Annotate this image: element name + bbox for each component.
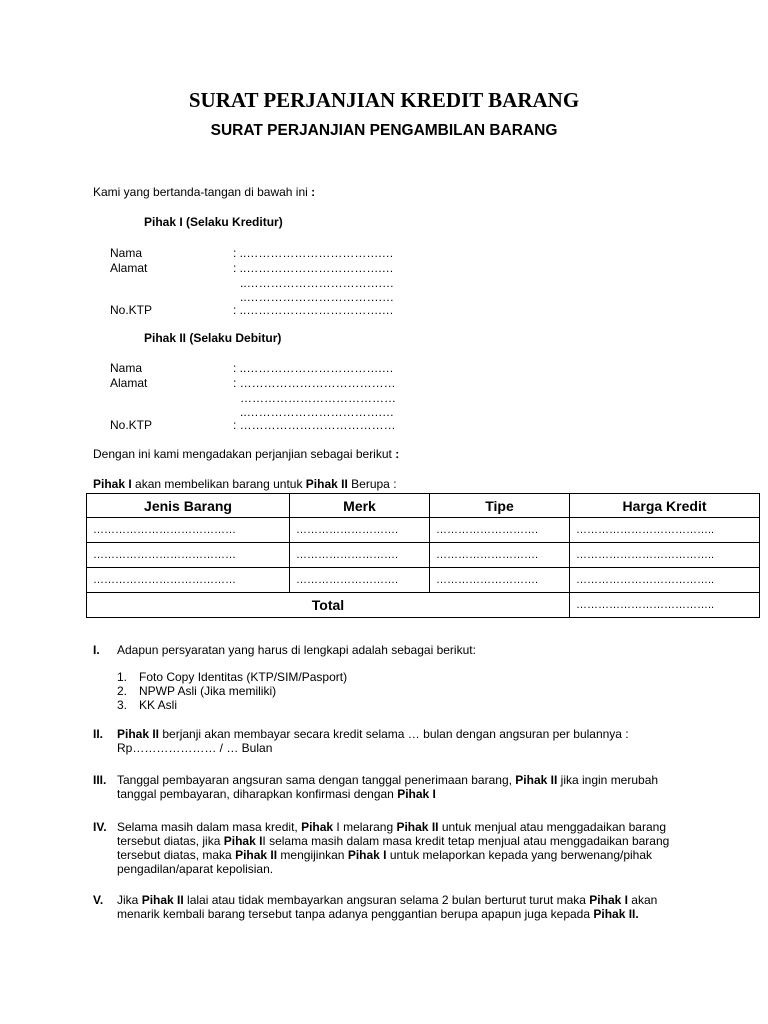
header-tipe: Tipe [430, 494, 570, 518]
header-harga-kredit: Harga Kredit [570, 494, 760, 518]
cell-jenis: ………………………………… [87, 568, 290, 593]
clause-4-pihak-d: Pihak II [235, 848, 278, 862]
requirement-number: 3. [117, 698, 128, 712]
purchase-pihak2: Pihak II [305, 477, 348, 491]
clause-1-text: Adapun persyaratan yang harus di lengkapi adalah sebagai berikut: [117, 643, 476, 657]
purchase-pihak1: Pihak I [93, 477, 132, 491]
clause-5 [93, 893, 693, 939]
table-row [87, 543, 760, 568]
pihak1-alamat-cont-1: ..…………………………….… [240, 276, 395, 290]
requirement-text: KK Asli [139, 698, 178, 712]
requirement-number: 2. [117, 684, 128, 698]
clause-4-part-6: untuk melaporkan kepada yang berwenang/pihak pengadilan/aparat kepolisian. [117, 848, 653, 876]
clause-5-text [117, 893, 677, 921]
clause-2-pihak: Pihak II [117, 727, 160, 741]
purchase-end: Berupa : [347, 477, 397, 491]
pihak1-alamat-label: Alamat [110, 261, 148, 275]
cell-tipe: ………………………. [430, 543, 570, 568]
clause-4-part-1: Selama masih dalam masa kredit, [117, 820, 302, 834]
clause-5-pihak-2-end: Pihak II. [593, 907, 639, 921]
cell-jenis: ………………………………… [87, 518, 290, 543]
pihak2-nama-field: : ..…………………………….… [233, 361, 394, 375]
clause-3-pihak-2: Pihak II [515, 773, 558, 787]
clause-1-number: I. [93, 643, 100, 657]
clause-4-pihak-a: Pihak [301, 820, 334, 834]
pihak2-alamat-label: Alamat [110, 376, 148, 390]
agreement-intro [93, 447, 399, 461]
pihak1-nama-field: : ..…………………………….… [233, 246, 394, 260]
pihak2-ktp-label: No.KTP [110, 418, 153, 432]
agreement-intro-text: Dengan ini kami mengadakan perjanjian sebagai berikut [93, 447, 392, 461]
clause-2-body: berjanji akan membayar secara kredit selama … bulan dengan angsuran per bulannya : [159, 727, 629, 741]
cell-tipe: ………………………. [430, 518, 570, 543]
clause-4-part-3: untuk menjual atau menggadaikan barang tersebut diatas, jika [117, 820, 666, 848]
requirement-text: Foto Copy Identitas (KTP/SIM/Pasport) [139, 670, 348, 684]
cell-merk: ………………………. [290, 518, 430, 543]
cell-harga: ……………………………….. [570, 568, 760, 593]
pihak1-nama-label: Nama [110, 246, 143, 260]
header-merk: Merk [290, 494, 430, 518]
total-label: Total [87, 593, 570, 618]
clause-4-pihak-b: Pihak II [396, 820, 439, 834]
list-item [117, 698, 347, 712]
clause-3-part-1: Tanggal pembayaran angsuran sama dengan tanggal penerimaan barang, [117, 773, 516, 787]
document-subtitle: SURAT PERJANJIAN PENGAMBILAN BARANG [210, 122, 558, 139]
items-table [86, 493, 760, 618]
clause-4-part-5: mengijinkan [277, 848, 348, 862]
pihak2-nama-label: Nama [110, 361, 143, 375]
table-row [87, 518, 760, 543]
clause-4 [93, 820, 693, 880]
clause-2 [93, 727, 693, 757]
clause-4-number: IV. [93, 820, 107, 834]
list-item [117, 670, 347, 684]
cell-harga: ……………………………….. [570, 518, 760, 543]
clause-5-part-3: akan menarik kembali barang tersebut tanpa adanya penggantian berupa apapun juga kepada [117, 893, 658, 921]
clause-3-part-2: jika ingin merubah tanggal pembayaran, diharapkan konfirmasi dengan [117, 773, 659, 801]
table-header-row [87, 494, 760, 518]
pihak2-heading: Pihak II (Selaku Debitur) [144, 331, 282, 345]
cell-merk: ………………………. [290, 543, 430, 568]
cell-merk: ………………………. [290, 568, 430, 593]
requirement-number: 1. [117, 670, 128, 684]
clause-4-pihak-e: Pihak I [347, 848, 387, 862]
pihak1-heading: Pihak I (Selaku Kreditur) [144, 215, 283, 229]
agreement-intro-colon: : [395, 447, 400, 461]
intro-line [93, 185, 315, 199]
pihak1-ktp-field: : ..…………………………….… [233, 303, 394, 317]
cell-tipe: ………………………. [430, 568, 570, 593]
clause-1 [93, 643, 693, 659]
clause-4-pihak-c: Pihak I [223, 834, 263, 848]
clause-5-pihak-2: Pihak II [141, 893, 184, 907]
pihak2-ktp-field: : ………………………………… [233, 418, 396, 432]
purchase-line [93, 477, 397, 491]
pihak2-alamat-cont-2: ..…………………………….… [240, 405, 395, 419]
clause-3-text [117, 773, 677, 801]
clause-5-part-2: lalai atau tidak membayarkan angsuran selama 2 bulan berturut turut maka [183, 893, 590, 907]
pihak1-alamat-cont-2: ..…………………………….… [240, 290, 395, 304]
purchase-mid: akan membelikan barang untuk [131, 477, 306, 491]
total-value: ……………………………….. [570, 593, 760, 618]
clause-3-pihak-1: Pihak I [397, 787, 436, 801]
intro-text: Kami yang bertanda-tangan di bawah ini [93, 185, 308, 199]
clause-5-pihak-1: Pihak I [589, 893, 628, 907]
table-total-row [87, 593, 760, 618]
clause-5-number: V. [93, 893, 104, 907]
clause-4-part-4: I selama masih dalam masa kredit tetap menjual atau menggadaikan barang tersebut diatas, maka [117, 834, 670, 862]
clause-3 [93, 773, 693, 803]
clause-3-number: III. [93, 773, 107, 787]
pihak1-alamat-field: : ..…………………………….… [233, 261, 394, 275]
header-jenis-barang: Jenis Barang [87, 494, 290, 518]
clause-2-amount: Rp………………… / … Bulan [117, 741, 273, 755]
table-row [87, 568, 760, 593]
pihak2-alamat-cont-1: ………………………………… [240, 391, 396, 405]
cell-jenis: ………………………………… [87, 543, 290, 568]
pihak1-ktp-label: No.KTP [110, 303, 153, 317]
intro-colon: : [311, 185, 316, 199]
clause-2-number: II. [93, 727, 104, 741]
pihak2-alamat-field: : ………………………………… [233, 376, 396, 390]
clause-4-part-2: I melarang [333, 820, 397, 834]
clause-2-text [117, 727, 677, 755]
clause-4-text [117, 820, 677, 876]
requirement-text: NPWP Asli (Jika memiliki) [139, 684, 277, 698]
cell-harga: ……………………………….. [570, 543, 760, 568]
requirements-list [117, 670, 347, 712]
clause-5-part-1: Jika [117, 893, 142, 907]
document-title: SURAT PERJANJIAN KREDIT BARANG [188, 88, 580, 112]
list-item [117, 684, 347, 698]
